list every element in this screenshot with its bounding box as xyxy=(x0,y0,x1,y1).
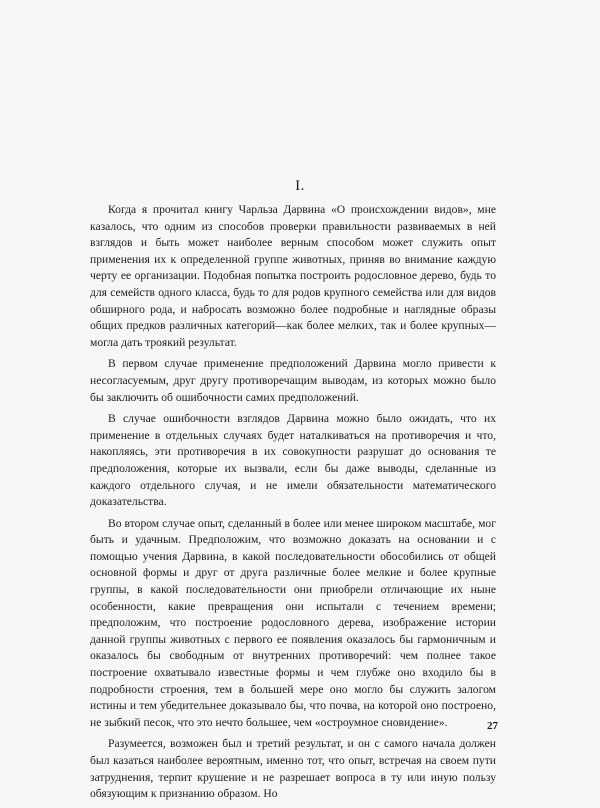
section-number: I. xyxy=(295,178,305,194)
page-number: 27 xyxy=(487,720,498,732)
paragraph: В случае ошибочности взглядов Дарвина можно было ожидать, что их применение в отдельных случаях будет наталкиваться на противоречия и что, накопляясь, эти противоречия в их совокупности разрушат до основания те предположения, которые их вызвали, если бы даже выводы, сделанные из каждого отдельного случая, и не имели обязательности математического доказательства. xyxy=(90,412,496,509)
paragraph: Когда я прочитал книгу Чарльза Дарвина «О происхождении видов», мне казалось, что одним из способов проверки правильности развиваемых в ней взглядов и быть может наиболее верным способом может служить опыт применения их к определенной группе животных, приняв во внимание каждую черту ее организации. Подобная попытка построить родословное дерево, будь то для семейств одного класса, будь то для родов крупного семейства или для видов обширного рода, и набросать возможно более подробные и наглядные образы общих предков различных категорий—как более мелких, так и более крупных—могла дать трoякий результат. xyxy=(90,203,496,349)
body-text xyxy=(90,202,496,808)
paragraph: В первом случае применение предположений Дарвина могло привести к несогласуемым, друг другу противоречащим выводам, из которых можно было бы заключить об ошибочности самих предположений. xyxy=(90,357,496,404)
paragraph: Разумеется, возможен был и третий результат, и он с самого начала должен был казаться наиболее вероятным, именно тот, что опыт, встречая на своем пути затруднения, терпит крушение и не разрешает вопроса в ту или иную пользу обязующим к признанию образом. Но xyxy=(90,737,496,801)
paragraph: Во втором случае опыт, сделанный в более или менее широком масштабе, мог быть и удачным. Предположим, что возможно доказать на основании и с помощью учения Дарвина, в какой последовательности обособились от общей основной формы и друг от друга различные более мелкие и более крупные группы, в какой последовательности они приобрели отличающие их ныне особенности, какие превращения они испытали с течением времени; предположим, что построение родословного дерева, изображение истории данной группы животных с первого ее появления оказалось бы гармоничным и оказалось бы свободным от внутренних противоречий: чем полнее такое построение охватывало известные формы и чем глубже оно входило бы в подробности строения, тем в большей мере оно могло бы служить залогом истины и тем убедительнее доказывало бы, что почва, на которой оно построено, не зыбкий песок, что это нечто большее, чем «остроумное сновидение». xyxy=(90,516,496,729)
